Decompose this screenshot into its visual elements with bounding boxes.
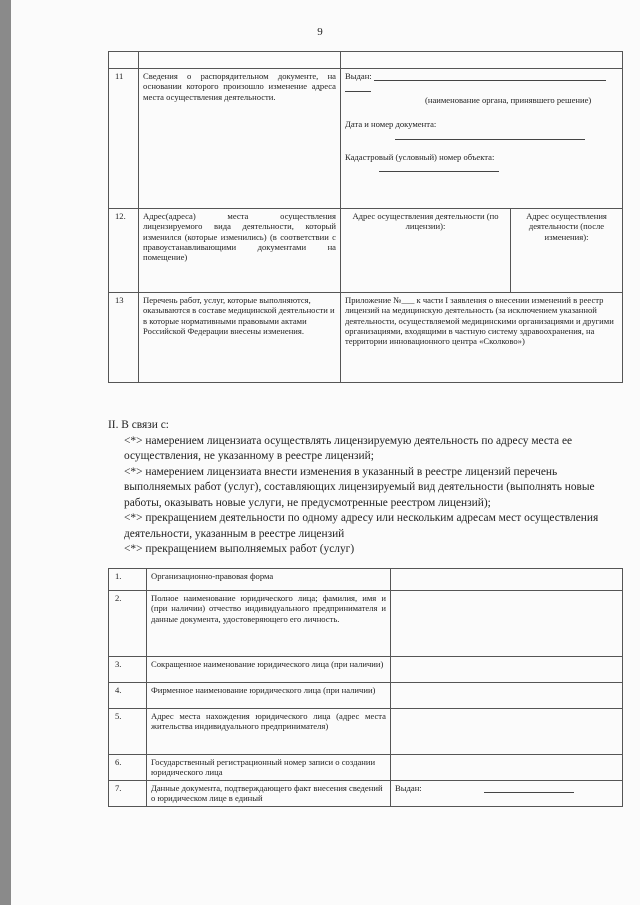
table-row	[109, 209, 623, 293]
page-number: 9	[317, 26, 323, 38]
row-label: Государственный регистрационный номер записи о создании юридического лица	[147, 755, 391, 781]
table-changes	[108, 51, 623, 383]
table-row: 1. Организационно-правовая форма	[109, 569, 623, 591]
reason-item[interactable]: <*> прекращением деятельности по одному адресу или нескольким адресам мест осуществления деятельности, указанным в реестре лицензий	[124, 512, 599, 540]
row-description: Перечень работ, услуг, которые выполняются, оказываются в составе медицинской деятельности и в которые нормативными правовыми актами Российской Федерации внесены изменения.	[139, 293, 341, 383]
cadastre-label: Кадастровый (условный) номер объекта:	[345, 151, 495, 162]
row-number: 11	[109, 69, 139, 209]
value-cell[interactable]	[391, 709, 623, 755]
row-label: Адрес места нахождения юридического лица (адрес места жительства индивидуального предпринимателя)	[147, 709, 391, 755]
issued-label: Выдан:	[345, 71, 372, 81]
date-label: Дата и номер документа:	[345, 118, 437, 129]
section-2	[108, 418, 622, 558]
row-label: Сокращенное наименование юридического лица (при наличии)	[147, 657, 391, 683]
issuer-cell	[341, 69, 623, 209]
table-row	[109, 69, 623, 209]
table-applicant	[108, 568, 623, 807]
value-cell[interactable]	[391, 569, 623, 591]
scan-edge-bar	[0, 0, 11, 905]
value-cell[interactable]	[391, 755, 623, 781]
table-row: 3. Сокращенное наименование юридического лица (при наличии)	[109, 657, 623, 683]
value-cell[interactable]	[391, 683, 623, 709]
row-label: Данные документа, подтверждающего факт внесения сведений о юридическом лице в единый	[147, 781, 391, 807]
address-by-license: Адрес осуществления деятельности (по лицензии):	[341, 209, 511, 293]
table-row	[109, 293, 623, 383]
value-cell[interactable]	[391, 657, 623, 683]
issued-hint: (наименование органа, принявшего решение)	[425, 94, 592, 105]
table-row	[109, 52, 623, 69]
issued-field[interactable]	[484, 792, 574, 793]
value-cell[interactable]	[391, 781, 623, 807]
date-field[interactable]	[395, 139, 585, 140]
value-cell[interactable]	[391, 591, 623, 657]
cadastre-field[interactable]	[379, 171, 499, 172]
annex-text: Приложение №___ к части I заявления о внесении изменений в реестр лицензий на медицинскую деятельность (за исключением указанной деятельности, осуществляемой медицинскими организациями и другими организациями, входящими в частную систему здравоохранения, на территории инновационного центра «Сколково»)	[341, 293, 623, 383]
table-row: 2. Полное наименование юридического лица; фамилия, имя и (при наличии) отчество индивидуального предпринимателя и данные документа, удостоверяющего его личность.	[109, 591, 623, 657]
reason-item[interactable]: <*> намерением лицензиата осуществлять лицензируемую деятельность по адресу места ее осуществления, не указанному в реестре лицензий;	[124, 434, 573, 462]
issued-field[interactable]	[374, 80, 606, 81]
address-after-change: Адрес осуществления деятельности (после изменения):	[511, 209, 623, 293]
table-row: 7. Данные документа, подтверждающего факт внесения сведений о юридическом лице в единый Выдан:	[109, 781, 623, 807]
issued-label: Выдан:	[395, 783, 422, 793]
row-label: Организационно-правовая форма	[147, 569, 391, 591]
section-heading: II. В связи с:	[108, 419, 169, 431]
row-number: 13	[109, 293, 139, 383]
table-row: 5. Адрес места нахождения юридического лица (адрес места жительства индивидуального предпринимателя)	[109, 709, 623, 755]
reason-item[interactable]: <*> намерением лицензиата внести изменения в указанный в реестре лицензий перечень выполняемых работ (услуг), составляющих лицензируемый вид деятельности (выполнять новые работы, оказывать новые услуги, не предусмотренные реестром лицензий);	[124, 465, 595, 509]
reason-item[interactable]: <*> прекращением выполняемых работ (услуг)	[124, 543, 355, 555]
table-row: 6. Государственный регистрационный номер записи о создании юридического лица	[109, 755, 623, 781]
row-description: Сведения о распорядительном документе, на основании которого произошло изменение адреса места осуществления деятельности.	[139, 69, 341, 209]
row-label: Полное наименование юридического лица; фамилия, имя и (при наличии) отчество индивидуального предпринимателя и данные документа, удостоверяющего его личность.	[147, 591, 391, 657]
table-row: 4. Фирменное наименование юридического лица (при наличии)	[109, 683, 623, 709]
row-number: 12.	[109, 209, 139, 293]
row-label: Фирменное наименование юридического лица (при наличии)	[147, 683, 391, 709]
row-description: Адрес(адреса) места осуществления лицензируемого вида деятельности, который изменился (которые изменились) (в соответствии с правоустанавливающими документами на помещение)	[139, 209, 341, 293]
